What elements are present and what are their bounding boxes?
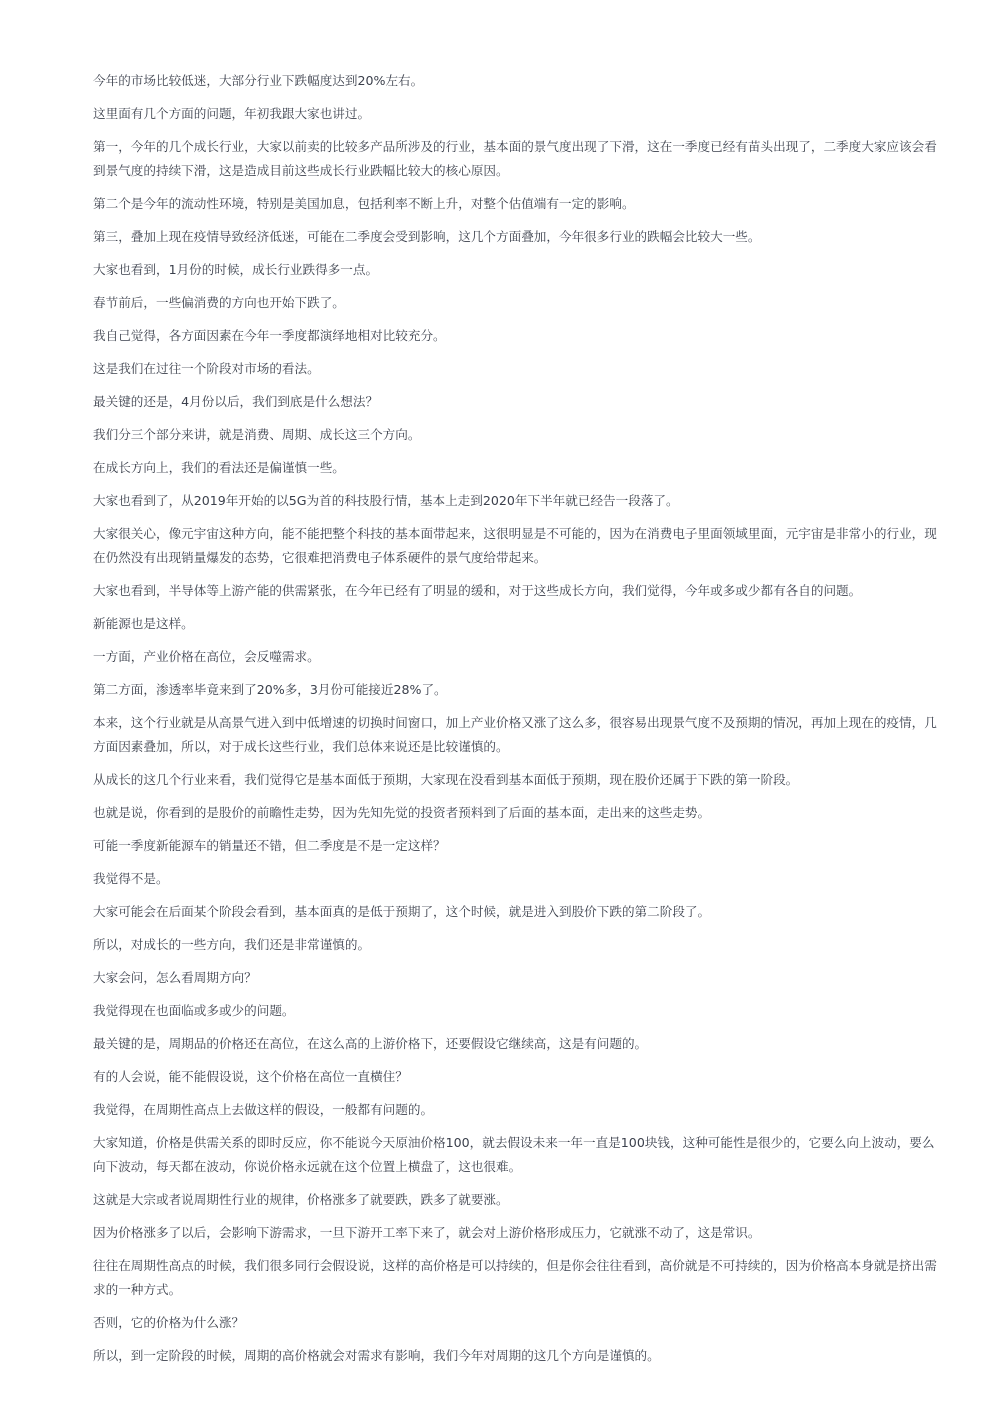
paragraph: 所以，对成长的一些方向，我们还是非常谨慎的。 <box>93 937 371 952</box>
paragraph: 春节前后，一些偏消费的方向也开始下跌了。 <box>93 295 345 310</box>
paragraph: 我觉得，在周期性高点上去做这样的假设，一般都有问题的。 <box>93 1102 434 1117</box>
paragraph: 我觉得现在也面临或多或少的问题。 <box>93 1003 295 1018</box>
paragraph: 大家可能会在后面某个阶段会看到，基本面真的是低于预期了，这个时候，就是进入到股价下跌的第二阶段了。 <box>93 904 711 919</box>
paragraph: 本来，这个行业就是从高景气进入到中低增速的切换时间窗口，加上产业价格又涨了这么多，很容易出现景气度不及预期的情况，再加上现在的疫情，几方面因素叠加，所以，对于成长这些行业，我们总体来说还是比较谨慎的。 <box>93 715 937 754</box>
paragraph: 最关键的是，周期品的价格还在高位，在这么高的上游价格下，还要假设它继续高，这是有问题的。 <box>93 1036 648 1051</box>
paragraph: 大家也看到了，从2019年开始的以5G为首的科技股行情，基本上走到2020年下半年就已经告一段落了。 <box>93 493 679 508</box>
paragraph: 否则，它的价格为什么涨？ <box>93 1315 245 1330</box>
paragraph: 这就是大宗或者说周期性行业的规律，价格涨多了就要跌，跌多了就要涨。 <box>93 1192 509 1207</box>
paragraph: 在成长方向上，我们的看法还是偏谨慎一些。 <box>93 460 345 475</box>
paragraph: 也就是说，你看到的是股价的前瞻性走势，因为先知先觉的投资者预料到了后面的基本面，走出来的这些走势。 <box>93 805 711 820</box>
paragraph: 今年的市场比较低迷，大部分行业下跌幅度达到20%左右。 <box>93 73 424 88</box>
paragraph: 往往在周期性高点的时候，我们很多同行会假设说，这样的高价格是可以持续的，但是你会往往看到，高价就是不可持续的，因为价格高本身就是挤出需求的一种方式。 <box>93 1258 937 1297</box>
paragraph: 这里面有几个方面的问题，年初我跟大家也讲过。 <box>93 106 371 121</box>
paragraph: 新能源也是这样。 <box>93 616 194 631</box>
paragraph: 一方面，产业价格在高位，会反噬需求。 <box>93 649 320 664</box>
paragraph: 大家很关心，像元宇宙这种方向，能不能把整个科技的基本面带起来，这很明显是不可能的，因为在消费电子里面领域里面，元宇宙是非常小的行业，现在仍然没有出现销量爆发的态势，它很难把消费电子体系硬件的景气度给带起来。 <box>93 526 937 565</box>
paragraph: 第二个是今年的流动性环境，特别是美国加息，包括利率不断上升，对整个估值端有一定的影响。 <box>93 196 635 211</box>
paragraph: 所以，到一定阶段的时候，周期的高价格就会对需求有影响，我们今年对周期的这几个方向是谨慎的。 <box>93 1348 660 1363</box>
document-body <box>93 69 945 1377</box>
paragraph: 有的人会说，能不能假设说，这个价格在高位一直横住？ <box>93 1069 408 1084</box>
paragraph: 我自己觉得，各方面因素在今年一季度都演绎地相对比较充分。 <box>93 328 446 343</box>
paragraph: 第二方面，渗透率毕竟来到了20%多，3月份可能接近28%了。 <box>93 682 447 697</box>
paragraph: 我觉得不是。 <box>93 871 169 886</box>
paragraph: 大家会问，怎么看周期方向？ <box>93 970 257 985</box>
paragraph: 因为价格涨多了以后，会影响下游需求，一旦下游开工率下来了，就会对上游价格形成压力，它就涨不动了，这是常识。 <box>93 1225 761 1240</box>
paragraph: 大家也看到，1月份的时候，成长行业跌得多一点。 <box>93 262 379 277</box>
paragraph: 我们分三个部分来讲，就是消费、周期、成长这三个方向。 <box>93 427 421 442</box>
paragraph: 从成长的这几个行业来看，我们觉得它是基本面低于预期，大家现在没看到基本面低于预期，现在股价还属于下跌的第一阶段。 <box>93 772 799 787</box>
paragraph: 第一，今年的几个成长行业，大家以前卖的比较多产品所涉及的行业，基本面的景气度出现了下滑，这在一季度已经有苗头出现了，二季度大家应该会看到景气度的持续下滑，这是造成目前这些成长行业跌幅比较大的核心原因。 <box>93 139 937 178</box>
paragraph: 这是我们在过往一个阶段对市场的看法。 <box>93 361 320 376</box>
paragraph: 第三，叠加上现在疫情导致经济低迷，可能在二季度会受到影响，这几个方面叠加，今年很多行业的跌幅会比较大一些。 <box>93 229 761 244</box>
paragraph: 大家也看到，半导体等上游产能的供需紧张，在今年已经有了明显的缓和，对于这些成长方向，我们觉得，今年或多或少都有各自的问题。 <box>93 583 862 598</box>
paragraph: 最关键的还是，4月份以后，我们到底是什么想法？ <box>93 394 379 409</box>
paragraph: 可能一季度新能源车的销量还不错，但二季度是不是一定这样？ <box>93 838 446 853</box>
paragraph: 大家知道，价格是供需关系的即时反应，你不能说今天原油价格100，就去假设未来一年一直是100块钱，这种可能性是很少的，它要么向上波动，要么向下波动，每天都在波动，你说价格永远就在这个位置上横盘了，这也很难。 <box>93 1135 935 1174</box>
